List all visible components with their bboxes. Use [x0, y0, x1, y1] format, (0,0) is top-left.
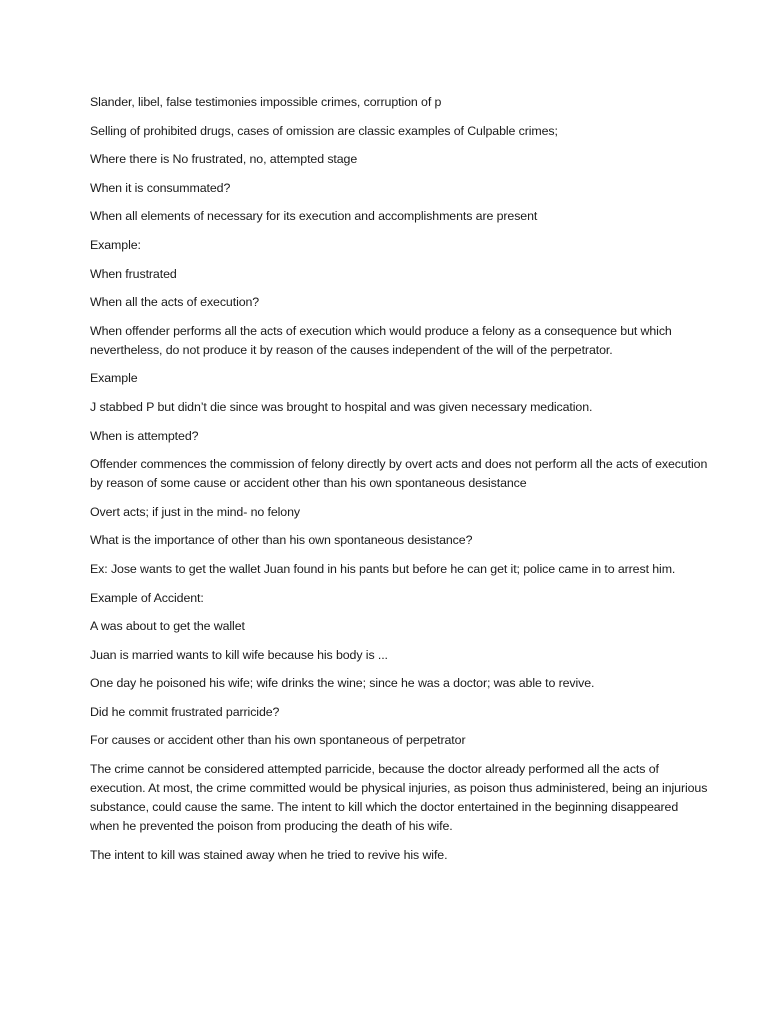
paragraph-9: When offender performs all the acts of execution which would produce a felony as a consequence but which nevertheless, do not produce it by reason of the causes independent of the will of the perpetrator. [90, 323, 672, 357]
paragraph-16: Ex: Jose wants to get the wallet Juan found in his pants but before he can get it; police came in to arrest him. [90, 561, 676, 576]
paragraph-13: Offender commences the commission of felony directly by overt acts and does not perform all the acts of execution by reason of some cause or accident other than his own spontaneous desistance [90, 457, 708, 491]
paragraph-21: Did he commit frustrated parricide? [90, 704, 280, 719]
paragraph-3: Where there is No frustrated, no, attempted stage [90, 152, 358, 167]
paragraph-10: Example [90, 371, 138, 386]
paragraph-7: When frustrated [90, 266, 177, 281]
paragraph-4: When it is consummated? [90, 180, 231, 195]
paragraph-15: What is the importance of other than his own spontaneous desistance? [90, 533, 473, 548]
paragraph-1: Slander, libel, false testimonies impossible crimes, corruption of p [90, 95, 442, 109]
paragraph-11: J stabbed P but didn’t die since was brought to hospital and was given necessary medication. [90, 399, 593, 414]
paragraph-23: The crime cannot be considered attempted parricide, because the doctor already performed all the acts of execution. At most, the crime committed would be physical injuries, as poison thus administered, being an injurious substance, could cause the same. The intent to kill which the doctor entertained in the beginning disappeared when he prevented the poison from producing the death of his wife. [90, 762, 708, 834]
paragraph-5: When all elements of necessary for its execution and accomplishments are present [90, 209, 538, 224]
paragraph-6: Example: [90, 237, 141, 252]
paragraph-14: Overt acts; if just in the mind- no felony [90, 504, 300, 519]
paragraph-12: When is attempted? [90, 428, 199, 443]
paragraph-2: Selling of prohibited drugs, cases of omission are classic examples of Culpable crimes; [90, 123, 558, 138]
paragraph-22: For causes or accident other than his own spontaneous of perpetrator [90, 733, 466, 748]
paragraph-20: One day he poisoned his wife; wife drinks the wine; since he was a doctor; was able to revive. [90, 676, 595, 691]
paragraph-17: Example of Accident: [90, 590, 204, 605]
paragraph-18: A was about to get the wallet [90, 619, 245, 634]
paragraph-8: When all the acts of execution? [90, 295, 260, 310]
paragraph-24: The intent to kill was stained away when he tried to revive his wife. [90, 847, 448, 862]
paragraph-19: Juan is married wants to kill wife because his body is ... [90, 647, 388, 662]
